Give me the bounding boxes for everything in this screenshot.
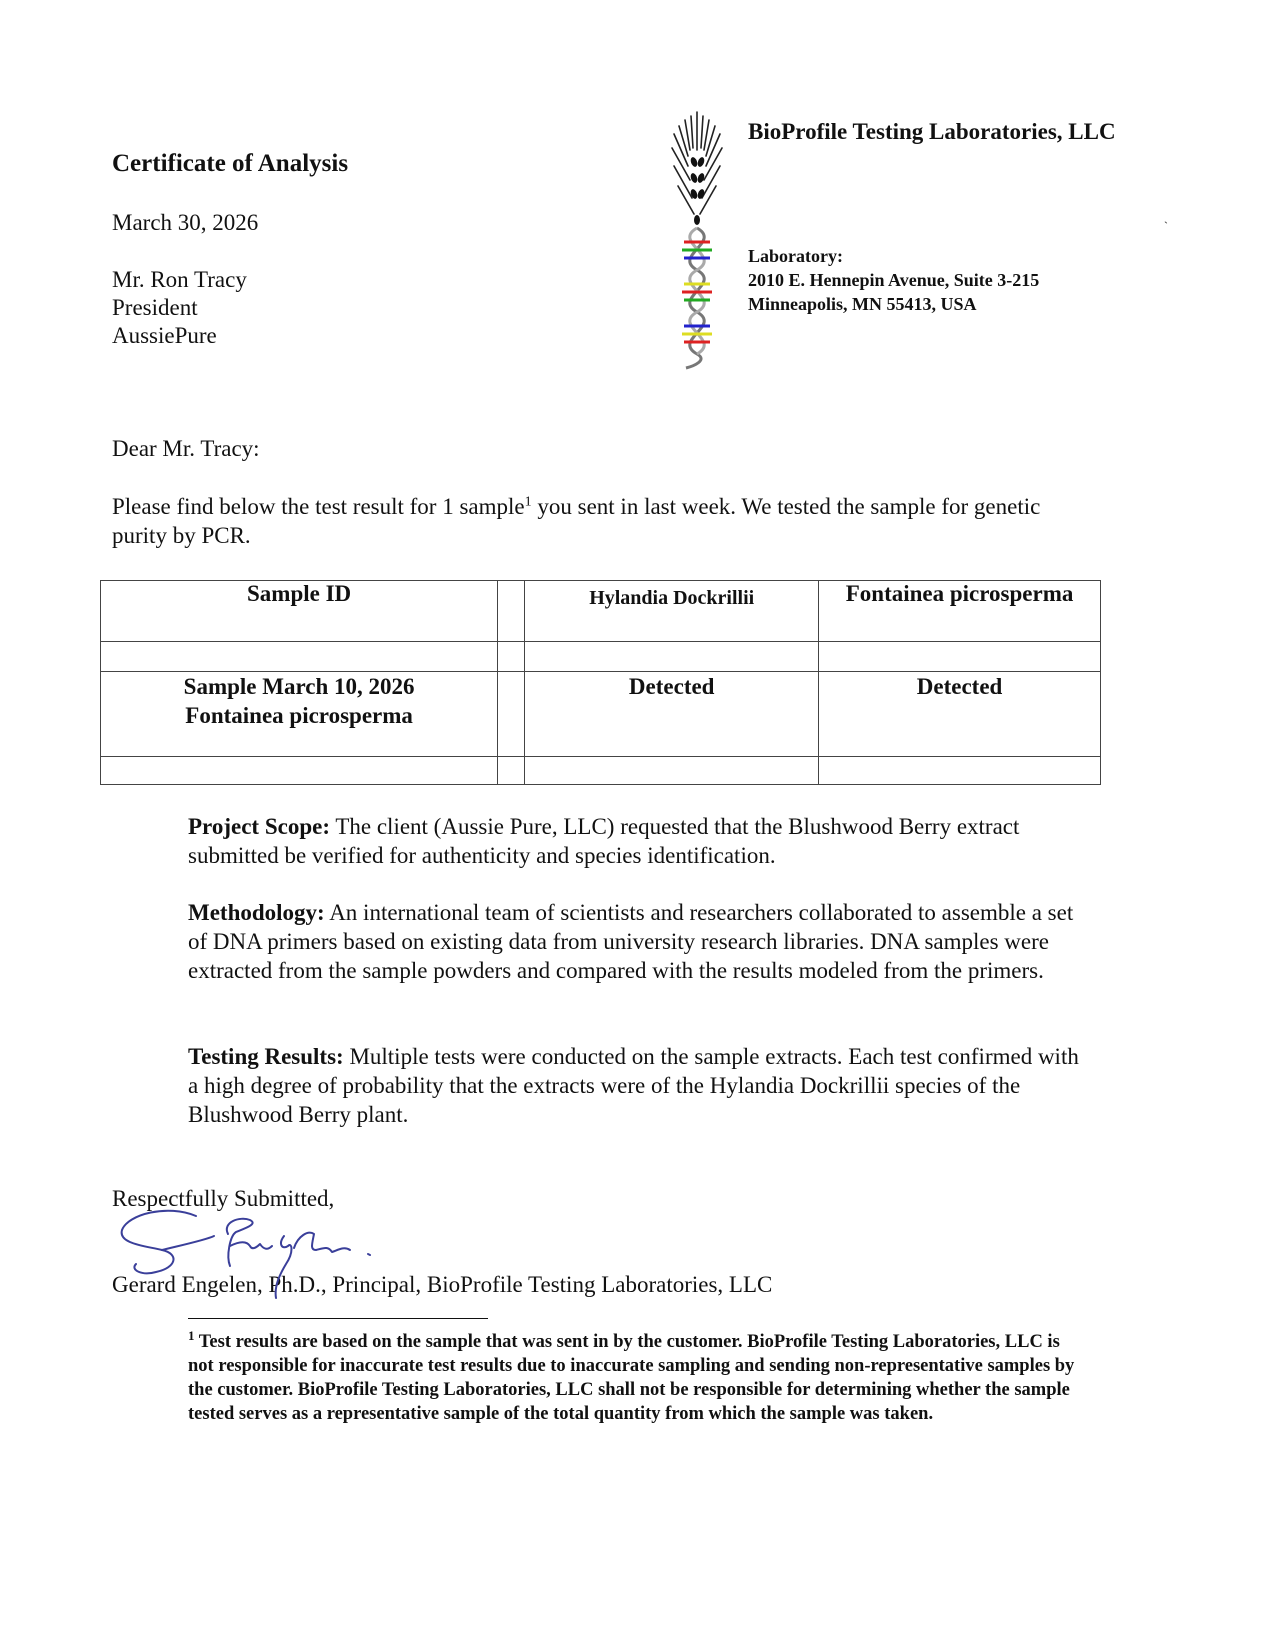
certificate-title: Certificate of Analysis [112,150,349,177]
footnote-marker: 1 [188,1327,195,1343]
table-cell [498,757,525,785]
intro-paragraph [112,492,1072,550]
testing-results-paragraph [188,1042,1093,1129]
lab-address-line1: 2010 E. Hennepin Avenue, Suite 3-215 [748,270,1040,290]
results-table [100,580,1101,785]
recipient-address [112,266,247,350]
table-row [101,672,1101,757]
results-label: Testing Results: [188,1044,344,1069]
table-cell [819,642,1101,672]
methodology-paragraph [188,898,1093,985]
intro-text-after: you sent in last week. We tested the sample for genetic purity by PCR. [112,494,1041,548]
table-cell [525,757,819,785]
method-text: An international team of scientists and researchers collaborated to assemble a set of DNA primers based on existing data from university research libraries. DNA samples were extracted from the sample powders and compared with the results modeled from the primers. [188,900,1074,983]
lab-address [748,244,1039,316]
result-hylandia: Detected [525,672,819,757]
letter-date: March 30, 2026 [112,210,259,235]
sample-id-line2: Fontainea picrosperma [185,703,413,728]
footnote-divider [188,1318,488,1319]
recipient-company: AussiePure [112,323,217,348]
table-header-row [101,581,1101,642]
signer-line: Gerard Engelen, Ph.D., Principal, BioProfile Testing Laboratories, LLC [112,1272,773,1297]
footnote-text: Test results are based on the sample that was sent in by the customer. BioProfile Testing Laboratories, LLC is not responsible for inaccurate test results due to inaccurate sampling and sending non-representative samples by the customer. BioProfile Testing Laboratories, LLC shall not be responsible for determining whether the sample tested serves as a representative sample of the total quantity from which the sample was taken. [188,1332,1075,1424]
header-sample-id: Sample ID [101,581,498,642]
stray-mark: ˎ [1164,210,1168,224]
greeting: Dear Mr. Tracy: [112,436,260,461]
table-spacer-row [101,757,1101,785]
recipient-name: Mr. Ron Tracy [112,267,247,292]
lab-company-name: BioProfile Testing Laboratories, LLC [748,119,1116,144]
scope-text: The client (Aussie Pure, LLC) requested that the Blushwood Berry extract submitted be verified for authenticity and species identification. [188,814,1020,868]
table-cell [525,642,819,672]
header-fontainea: Fontainea picrosperma [819,581,1101,642]
footnote-ref: 1 [524,494,532,510]
result-fontainea: Detected [819,672,1101,757]
wheat-dna-helix-icon [664,110,730,372]
lab-address-label: Laboratory: [748,246,843,266]
table-cell [101,757,498,785]
table-cell [101,642,498,672]
footnote [188,1327,1088,1426]
method-label: Methodology: [188,900,325,925]
intro-text-before: Please find below the test result for 1 sample [112,494,525,519]
sample-id-line1: Sample March 10, 2026 [183,674,415,699]
scope-label: Project Scope: [188,814,330,839]
table-cell [819,757,1101,785]
blank-cell [498,672,525,757]
table-cell [498,642,525,672]
results-text: Multiple tests were conducted on the sample extracts. Each test confirmed with a high degree of probability that the extracts were of the Hylandia Dockrillii species of the Blushwood Berry plant. [188,1044,1079,1127]
sample-id-cell [101,672,498,757]
lab-address-line2: Minneapolis, MN 55413, USA [748,294,977,314]
closing-salutation: Respectfully Submitted, [112,1186,335,1211]
recipient-position: President [112,295,198,320]
header-hylandia: Hylandia Dockrillii [525,581,819,642]
handwritten-signature [118,1206,398,1301]
project-scope-paragraph [188,812,1093,870]
header-blank [498,581,525,642]
table-spacer-row [101,642,1101,672]
